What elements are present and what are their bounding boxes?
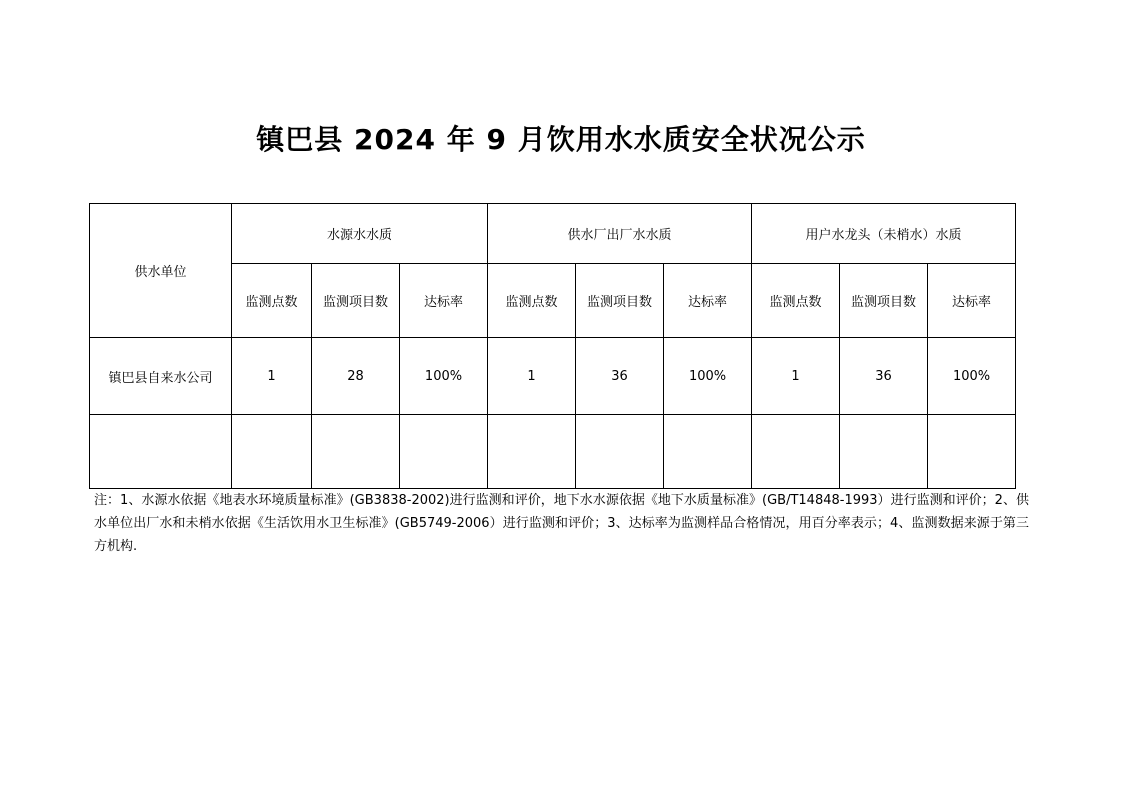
sub-header-cell: 达标率 bbox=[664, 264, 752, 338]
group-header-source-water: 水源水水质 bbox=[232, 204, 488, 264]
water-quality-table bbox=[89, 203, 1016, 489]
table-row bbox=[90, 338, 1016, 415]
table-cell: 1 bbox=[752, 338, 840, 415]
empty-cell bbox=[232, 415, 312, 489]
group-header-row bbox=[90, 204, 1016, 264]
empty-cell bbox=[928, 415, 1016, 489]
group-header-tap-water: 用户水龙头（未梢水）水质 bbox=[752, 204, 1016, 264]
supplier-header: 供水单位 bbox=[90, 204, 232, 338]
empty-cell bbox=[312, 415, 400, 489]
table-cell: 100% bbox=[400, 338, 488, 415]
empty-cell bbox=[488, 415, 576, 489]
table-cell: 36 bbox=[576, 338, 664, 415]
empty-cell bbox=[400, 415, 488, 489]
page-title: 镇巴县 2024 年 9 月饮用水水质安全状况公示 bbox=[256, 123, 866, 156]
table-cell: 100% bbox=[928, 338, 1016, 415]
sub-header-cell: 达标率 bbox=[400, 264, 488, 338]
footnote: 注：1、水源水依据《地表水环境质量标准》(GB3838-2002)进行监测和评价，地下水水源依据《地下水质量标准》(GB/T14848-1993）进行监测和评价；2、供水单位出厂水和未梢水依据《生活饮用水卫生标准》(GB5749-2006）进行监测和评价；3、达标率为监测样品合格情况，用百分率表示；4、监测数据来源于第三方机构. bbox=[94, 493, 1029, 554]
empty-cell bbox=[90, 415, 232, 489]
sub-header-cell: 监测点数 bbox=[488, 264, 576, 338]
table-cell: 36 bbox=[840, 338, 928, 415]
table-cell: 1 bbox=[488, 338, 576, 415]
sub-header-cell: 达标率 bbox=[928, 264, 1016, 338]
supplier-name: 镇巴县自来水公司 bbox=[90, 338, 232, 415]
sub-header-cell: 监测项目数 bbox=[312, 264, 400, 338]
empty-cell bbox=[576, 415, 664, 489]
sub-header-cell: 监测项目数 bbox=[576, 264, 664, 338]
table-cell: 1 bbox=[232, 338, 312, 415]
sub-header-cell: 监测点数 bbox=[232, 264, 312, 338]
table-cell: 28 bbox=[312, 338, 400, 415]
table-cell: 100% bbox=[664, 338, 752, 415]
sub-header-cell: 监测点数 bbox=[752, 264, 840, 338]
empty-cell bbox=[664, 415, 752, 489]
empty-table-row bbox=[90, 415, 1016, 489]
sub-header-cell: 监测项目数 bbox=[840, 264, 928, 338]
group-header-plant-water: 供水厂出厂水水质 bbox=[488, 204, 752, 264]
empty-cell bbox=[840, 415, 928, 489]
empty-cell bbox=[752, 415, 840, 489]
